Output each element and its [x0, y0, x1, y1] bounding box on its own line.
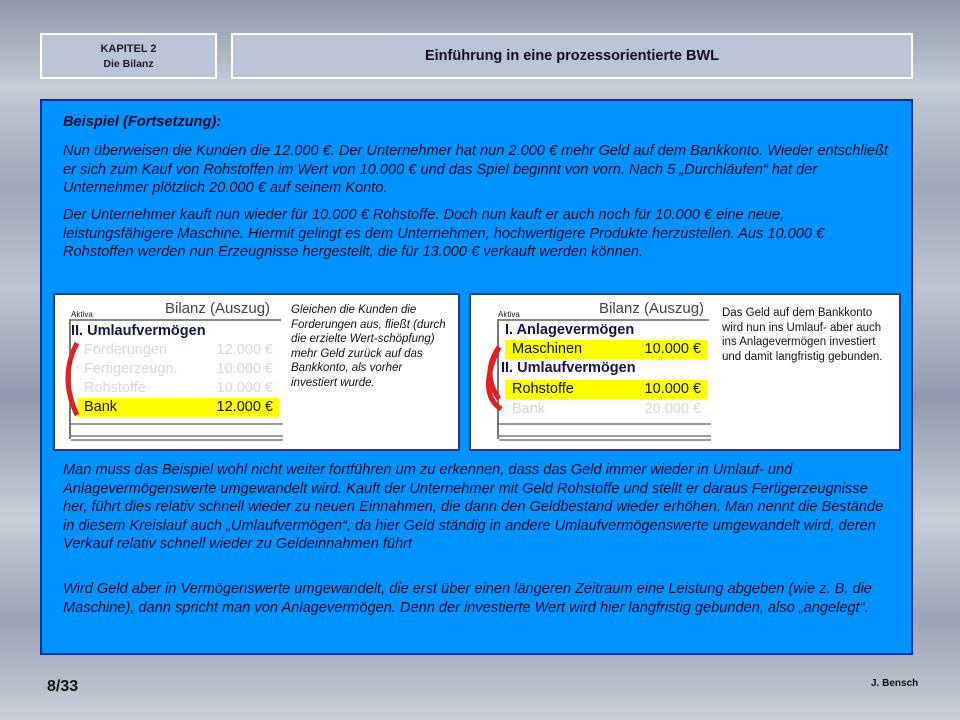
section-anlagevermoegen: I. Anlagevermögen	[505, 322, 635, 338]
flow-arrows-icon	[475, 343, 509, 417]
balance-sheet-box-1	[53, 293, 460, 451]
slide-title: Einführung in eine prozessorientierte BWL	[424, 48, 720, 64]
row-rohstoffe: Rohstoffe 10.000 €	[505, 380, 707, 399]
row-fertigerzeugnisse: Fertigerzeugn. 10.000 €	[84, 361, 273, 377]
aktiva-label: Aktiva	[71, 310, 93, 319]
balance-table	[69, 319, 283, 439]
rule-3	[499, 439, 711, 441]
slide-title-box	[231, 33, 913, 79]
paragraph-2: Der Unternehmer kauft nun wieder für 10.000 € Rohstoffe. Doch nun kauft er auch noch für 10.000 € eine neue, leistungsfähigere Maschine. Hiermit gelingt es dem Unternehmen, hochwertigere Produkte herzustellen. Aus 10.000 € Rohstoffen werden nun Erzeugnisse hergestellt, die für 13.000 € verkauft werden können.	[63, 207, 825, 260]
page-number: 8/33	[47, 678, 79, 695]
rule-3	[71, 439, 283, 441]
chapter-box	[40, 33, 217, 79]
balance-table	[497, 319, 711, 439]
content-panel	[40, 99, 913, 655]
example-heading: Beispiel (Fortsetzung):	[63, 114, 222, 130]
rule-2	[499, 435, 711, 437]
note-2: Das Geld auf dem Bankkonto wird nun ins Umlauf- aber auch ins Anlagevermögen investiert und damit langfristig gebunden.	[722, 307, 883, 363]
note-1: Gleichen die Kunden die Forderungen aus, fließt (durch die erzielte Wert-schöpfung) mehr Geld zurück auf das Bankkonto, als vorher investiert wurde.	[291, 304, 446, 389]
section-umlaufvermoegen: II. Umlaufvermögen	[501, 360, 636, 376]
row-forderungen: Forderungen 12.000 €	[84, 342, 273, 358]
balance-sheet-box-2	[469, 293, 901, 451]
balance-title: Bilanz (Auszug)	[599, 300, 705, 317]
chapter-title: Die Bilanz	[103, 58, 154, 70]
paragraph-4: Wird Geld aber in Vermögenswerte umgewandelt, die erst über einen längeren Zeitraum eine Leistung abgeben (wie z. B. die Maschine), dann spricht man von Anlagevermögen. Denn der investierte Wert wird hier langfristig gebunden, also „angelegt“.	[63, 581, 872, 616]
row-rohstoffe: Rohstoffe 10.000 €	[84, 380, 273, 396]
aktiva-label: Aktiva	[498, 310, 520, 319]
rule-1	[71, 423, 283, 425]
section-umlaufvermoegen: II. Umlaufvermögen	[71, 323, 206, 339]
paragraph-1: Nun überweisen die Kunden die 12.000 €. Der Unternehmer hat nun 2.000 € mehr Geld auf dem Bankkonto. Wieder entschließt er sich zum Kauf von Rohstoffen im Wert von 10.000 € und das Spiel beginnt von vorn. Nach 5 „Durchläufen“ hat der Unternehmer plötzlich 20.000 € auf seinem Konto.	[63, 143, 888, 196]
row-maschinen: Maschinen 10.000 €	[505, 340, 707, 359]
chapter-number: KAPITEL 2	[100, 43, 157, 55]
row-bank: Bank 20.000 €	[512, 401, 701, 417]
paragraph-3: Man muss das Beispiel wohl nicht weiter fortführen um zu erkennen, dass das Geld immer wieder in Umlauf- und Anlagevermögenswerte umgewandelt wird. Kauft der Unternehmer mit Geld Rohstoffe und stellt er daraus Fertigerzeugnisse her, führt dies relativ schnell wieder zu neuen Einnahmen, die dann den Geldbestand wieder erhöhen. Man nennt die Bestände in diesem Kreislauf auch „Umlaufvermögen“, da hier Geld ständig in andere Umlaufvermögenswerte umgewandelt wird, deren Verkauf relativ schnell wieder zu Geldeinnahmen führt	[63, 462, 884, 552]
row-bank: Bank 12.000 €	[77, 398, 279, 417]
rule-2	[71, 435, 283, 437]
author: J. Bensch	[871, 678, 919, 689]
rule-1	[499, 423, 711, 425]
balance-title: Bilanz (Auszug)	[165, 300, 271, 317]
flow-arrow-icon	[57, 339, 89, 419]
